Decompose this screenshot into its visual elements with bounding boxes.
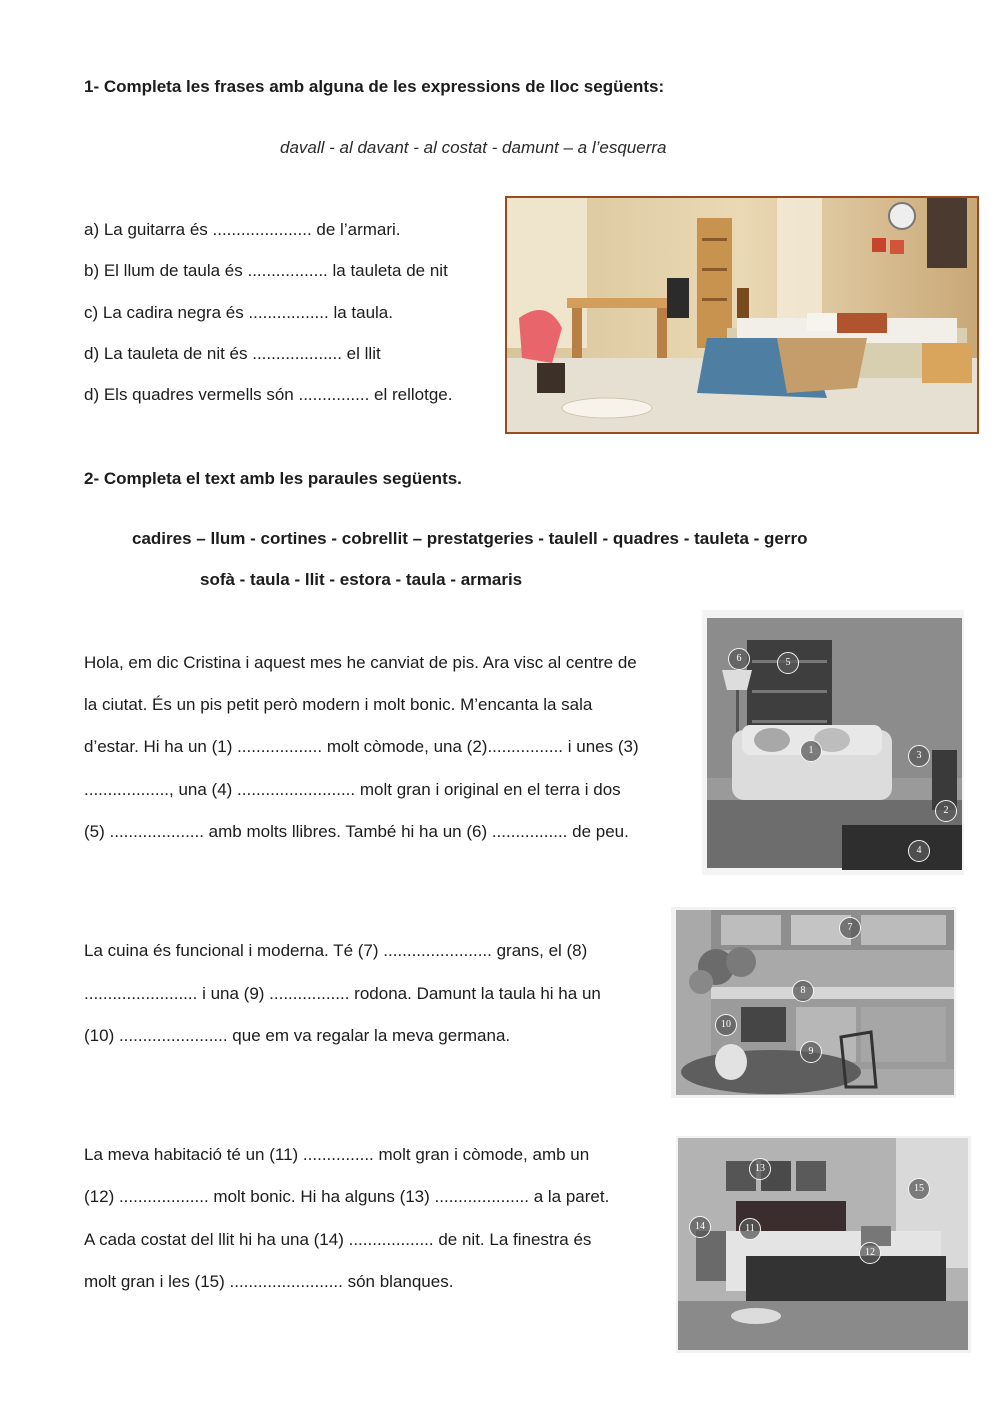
marker-1: 1 (800, 740, 822, 762)
living-text-line: .................., una (4) ......................... molt gran i original en el terra i dos (84, 780, 621, 799)
living-text-line: d’estar. Hi ha un (1) .................. molt còmode, una (2)................ i unes (3) (84, 737, 639, 756)
marker-3: 3 (908, 745, 930, 767)
marker-9: 9 (800, 1041, 822, 1063)
sentence-c: c) La cadira negra és ................. la taula. (84, 303, 393, 322)
kitchen-text-line: (10) ....................... que em va regalar la meva germana. (84, 1026, 511, 1045)
marker-4: 4 (908, 840, 930, 862)
word-bank-line1: cadires – llum - cortines - cobrellit – prestatgeries - taulell - quadres - tauleta - gerro (132, 529, 808, 548)
exercise2-title: 2- Completa el text amb les paraules següents. (84, 469, 462, 488)
kitchen-photo (671, 907, 956, 1098)
bedroom-text-line: La meva habitació té un (11) ............... molt gran i còmode, amb un (84, 1145, 590, 1164)
sentence-b: b) El llum de taula és ................. la tauleta de nit (84, 261, 448, 280)
bedroom-color-photo (505, 196, 979, 434)
living-room-photo (702, 610, 964, 875)
bedroom-text-line: A cada costat del llit hi ha una (14) .................. de nit. La finestra és (84, 1230, 592, 1249)
bedroom-text-line: molt gran i les (15) ........................ són blanques. (84, 1272, 454, 1291)
living-text-line: Hola, em dic Cristina i aquest mes he canviat de pis. Ara visc al centre de (84, 653, 637, 672)
marker-5: 5 (777, 652, 799, 674)
marker-12: 12 (859, 1242, 881, 1264)
kitchen-text-line: La cuina és funcional i moderna. Té (7) ....................... grans, el (8) (84, 941, 588, 960)
living-text-line: la ciutat. És un pis petit però modern i molt bonic. M’encanta la sala (84, 695, 593, 714)
sentence-d1: d) La tauleta de nit és ................... el llit (84, 344, 381, 363)
bedroom-text-line: (12) ................... molt bonic. Hi ha alguns (13) .................... a la paret. (84, 1187, 610, 1206)
marker-8: 8 (792, 980, 814, 1002)
expressions-list: davall - al davant - al costat - damunt – a l’esquerra (280, 138, 667, 157)
sentence-d2: d) Els quadres vermells són ............... el rellotge. (84, 385, 453, 404)
bedroom-bw-photo (676, 1136, 971, 1353)
marker-13: 13 (749, 1158, 771, 1180)
marker-15: 15 (908, 1178, 930, 1200)
marker-11: 11 (739, 1218, 761, 1240)
exercise1-title: 1- Completa les frases amb alguna de les expressions de lloc següents: (84, 77, 665, 96)
marker-10: 10 (715, 1014, 737, 1036)
living-text-line: (5) .................... amb molts llibres. També hi ha un (6) ................ de peu. (84, 822, 629, 841)
marker-14: 14 (689, 1216, 711, 1238)
sentence-a: a) La guitarra és ..................... de l’armari. (84, 220, 401, 239)
word-bank-line2: sofà - taula - llit - estora - taula - armaris (200, 570, 523, 589)
marker-2: 2 (935, 800, 957, 822)
marker-6: 6 (728, 648, 750, 670)
marker-7: 7 (839, 917, 861, 939)
kitchen-text-line: ........................ i una (9) ................. rodona. Damunt la taula hi ha un (84, 984, 601, 1003)
